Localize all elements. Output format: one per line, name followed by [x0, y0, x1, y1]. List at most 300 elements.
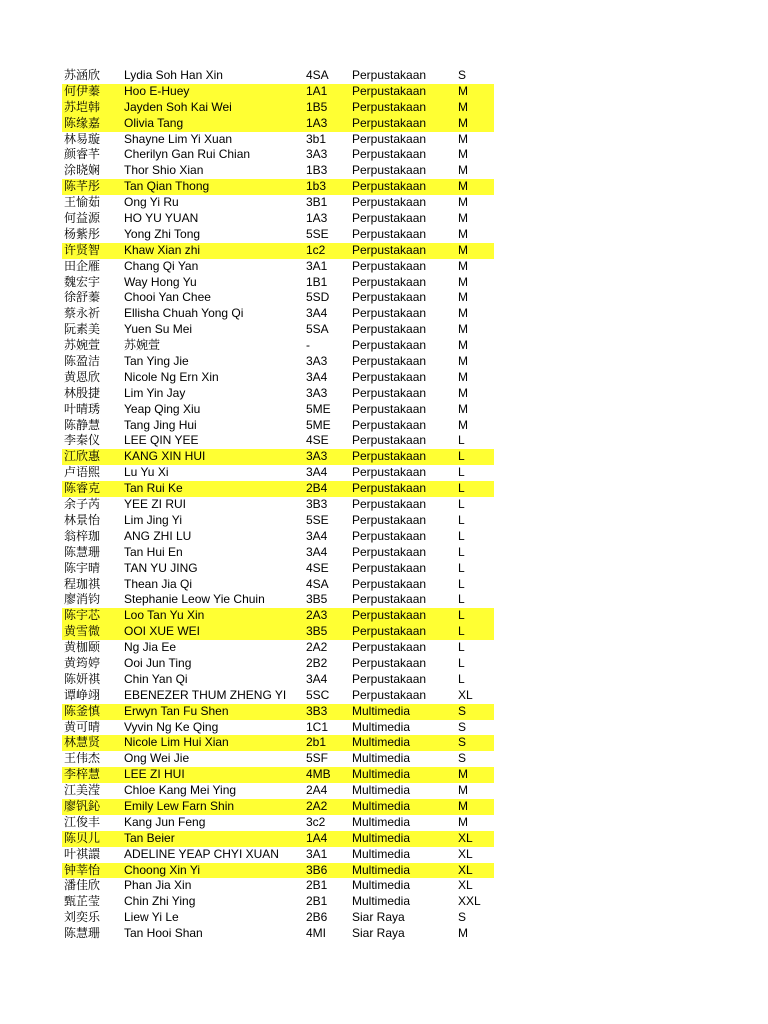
unit-cell: Perpustakaan	[352, 306, 427, 321]
table-row	[62, 147, 494, 163]
english-name-cell: Tan Beier	[124, 830, 175, 845]
table-row	[62, 926, 494, 942]
table-row	[62, 783, 494, 799]
class-cell: 3B3	[306, 703, 328, 718]
class-cell: 2A4	[306, 783, 328, 798]
english-name-cell: Tan Ying Jie	[124, 354, 189, 369]
chinese-name-cell: 阮素美	[64, 322, 101, 337]
class-cell: 5ME	[306, 401, 331, 416]
english-name-cell: 苏婉萱	[124, 338, 161, 353]
english-name-cell: Shayne Lim Yi Xuan	[124, 131, 233, 146]
size-cell: S	[458, 735, 467, 750]
table-row-highlighted	[62, 831, 494, 847]
table-row-highlighted	[62, 116, 494, 132]
chinese-name-cell: 徐舒蓁	[64, 290, 101, 305]
size-cell: L	[458, 544, 465, 559]
table-row-highlighted	[62, 608, 494, 624]
chinese-name-cell: 许贤智	[64, 242, 101, 257]
table-row-highlighted	[62, 863, 494, 879]
size-cell: S	[458, 719, 467, 734]
size-cell: L	[458, 655, 465, 670]
table-row	[62, 275, 494, 291]
english-name-cell: LEE ZI HUI	[124, 767, 185, 782]
unit-cell: Perpustakaan	[352, 592, 427, 607]
table-row	[62, 402, 494, 418]
english-name-cell: Lim Yin Jay	[124, 385, 186, 400]
table-row	[62, 561, 494, 577]
unit-cell: Perpustakaan	[352, 497, 427, 512]
unit-cell: Multimedia	[352, 894, 411, 909]
unit-cell: Perpustakaan	[352, 258, 427, 273]
size-cell: M	[458, 322, 468, 337]
chinese-name-cell: 陈慧珊	[64, 926, 101, 941]
english-name-cell: HO YU YUAN	[124, 211, 199, 226]
class-cell: 2B6	[306, 910, 328, 925]
class-cell: 1A3	[306, 211, 328, 226]
unit-cell: Perpustakaan	[352, 99, 427, 114]
class-cell: 1A3	[306, 115, 328, 130]
size-cell: M	[458, 290, 468, 305]
english-name-cell: Yong Zhi Tong	[124, 226, 201, 241]
chinese-name-cell: 林景怡	[64, 512, 101, 527]
chinese-name-cell: 陈妍祺	[64, 671, 101, 686]
unit-cell: Perpustakaan	[352, 465, 427, 480]
class-cell: 4MI	[306, 926, 327, 941]
unit-cell: Multimedia	[352, 767, 411, 782]
size-cell: XL	[458, 862, 473, 877]
class-cell: 2b1	[306, 735, 327, 750]
unit-cell: Perpustakaan	[352, 624, 427, 639]
size-cell: M	[458, 99, 468, 114]
class-cell: 3A1	[306, 846, 328, 861]
chinese-name-cell: 陈睿克	[64, 481, 101, 496]
english-name-cell: Nicole Ng Ern Xin	[124, 369, 219, 384]
class-cell: 3A4	[306, 369, 328, 384]
chinese-name-cell: 刘奕乐	[64, 910, 101, 925]
size-cell: L	[458, 624, 465, 639]
class-cell: 2B2	[306, 655, 328, 670]
class-cell: -	[306, 338, 310, 353]
english-name-cell: Lu Yu Xi	[124, 465, 169, 480]
chinese-name-cell: 黄雪微	[64, 624, 101, 639]
size-cell: M	[458, 354, 468, 369]
size-cell: L	[458, 560, 465, 575]
class-cell: 1C1	[306, 719, 329, 734]
table-row	[62, 847, 494, 863]
unit-cell: Perpustakaan	[352, 83, 427, 98]
class-cell: 1B3	[306, 163, 328, 178]
english-name-cell: Tan Qian Thong	[124, 179, 210, 194]
table-row	[62, 227, 494, 243]
chinese-name-cell: 钟莘怡	[64, 862, 101, 877]
class-cell: 2A3	[306, 608, 328, 623]
table-row	[62, 306, 494, 322]
class-cell: 4SA	[306, 576, 329, 591]
table-row	[62, 672, 494, 688]
english-name-cell: Ong Wei Jie	[124, 751, 190, 766]
unit-cell: Perpustakaan	[352, 211, 427, 226]
table-row	[62, 577, 494, 593]
chinese-name-cell: 蔡永祈	[64, 306, 101, 321]
class-cell: 3c2	[306, 814, 326, 829]
chinese-name-cell: 李梓慧	[64, 767, 101, 782]
english-name-cell: Hoo E-Huey	[124, 83, 190, 98]
table-row-highlighted	[62, 84, 494, 100]
size-cell: M	[458, 385, 468, 400]
class-cell: 3B5	[306, 592, 328, 607]
chinese-name-cell: 黄可晴	[64, 719, 101, 734]
class-cell: 4MB	[306, 767, 331, 782]
chinese-name-cell: 程珈祺	[64, 576, 101, 591]
unit-cell: Perpustakaan	[352, 385, 427, 400]
size-cell: M	[458, 179, 468, 194]
class-cell: 2B1	[306, 878, 328, 893]
table-row	[62, 656, 494, 672]
table-row	[62, 68, 494, 84]
class-cell: 3A4	[306, 306, 328, 321]
size-cell: M	[458, 163, 468, 178]
chinese-name-cell: 江欣惠	[64, 449, 101, 464]
english-name-cell: Ellisha Chuah Yong Qi	[124, 306, 244, 321]
english-name-cell: Thor Shio Xian	[124, 163, 204, 178]
table-row	[62, 815, 494, 831]
chinese-name-cell: 林殷捷	[64, 385, 101, 400]
size-cell: M	[458, 338, 468, 353]
unit-cell: Multimedia	[352, 783, 411, 798]
size-cell: L	[458, 465, 465, 480]
table-row	[62, 322, 494, 338]
size-cell: M	[458, 242, 468, 257]
size-cell: XXL	[458, 894, 481, 909]
table-row	[62, 910, 494, 926]
class-cell: 2B1	[306, 894, 328, 909]
class-cell: 3A1	[306, 258, 328, 273]
class-cell: 2B4	[306, 481, 328, 496]
english-name-cell: Ng Jia Ee	[124, 640, 177, 655]
class-cell: 1B5	[306, 99, 328, 114]
english-name-cell: Chloe Kang Mei Ying	[124, 783, 237, 798]
class-cell: 1c2	[306, 242, 326, 257]
unit-cell: Perpustakaan	[352, 322, 427, 337]
unit-cell: Multimedia	[352, 719, 411, 734]
class-cell: 2A2	[306, 798, 328, 813]
size-cell: XL	[458, 830, 473, 845]
size-cell: L	[458, 497, 465, 512]
size-cell: L	[458, 433, 465, 448]
english-name-cell: Liew Yi Le	[124, 910, 179, 925]
english-name-cell: Way Hong Yu	[124, 274, 197, 289]
chinese-name-cell: 李秦仪	[64, 433, 101, 448]
table-row-highlighted	[62, 735, 494, 751]
unit-cell: Perpustakaan	[352, 290, 427, 305]
size-cell: M	[458, 83, 468, 98]
unit-cell: Multimedia	[352, 846, 411, 861]
table-row	[62, 465, 494, 481]
unit-cell: Perpustakaan	[352, 226, 427, 241]
table-row-highlighted	[62, 799, 494, 815]
table-row-highlighted	[62, 449, 494, 465]
size-cell: S	[458, 703, 467, 718]
class-cell: 5SC	[306, 687, 330, 702]
class-cell: 5SE	[306, 226, 329, 241]
chinese-name-cell: 苏垲韩	[64, 99, 101, 114]
english-name-cell: Chin Zhi Ying	[124, 894, 196, 909]
unit-cell: Perpustakaan	[352, 68, 427, 82]
chinese-name-cell: 何伊蓁	[64, 83, 101, 98]
class-cell: 4SA	[306, 68, 329, 82]
chinese-name-cell: 苏婉萱	[64, 338, 101, 353]
chinese-name-cell: 翁梓珈	[64, 528, 101, 543]
english-name-cell: Lim Jing Yi	[124, 512, 183, 527]
chinese-name-cell: 潘佳欣	[64, 878, 101, 893]
size-cell: M	[458, 767, 468, 782]
table-row	[62, 688, 494, 704]
chinese-name-cell: 廖消钧	[64, 592, 101, 607]
unit-cell: Perpustakaan	[352, 608, 427, 623]
unit-cell: Perpustakaan	[352, 115, 427, 130]
english-name-cell: Ooi Jun Ting	[124, 655, 192, 670]
class-cell: 3A4	[306, 528, 328, 543]
class-cell: 4SE	[306, 560, 329, 575]
chinese-name-cell: 叶晴琇	[64, 401, 101, 416]
class-cell: 3A3	[306, 354, 328, 369]
size-cell: M	[458, 226, 468, 241]
class-cell: 3B6	[306, 862, 328, 877]
class-cell: 5SA	[306, 322, 329, 337]
english-name-cell: Jayden Soh Kai Wei	[124, 99, 232, 114]
size-cell: M	[458, 147, 468, 162]
unit-cell: Perpustakaan	[352, 131, 427, 146]
unit-cell: Perpustakaan	[352, 401, 427, 416]
unit-cell: Perpustakaan	[352, 274, 427, 289]
size-cell: XL	[458, 846, 473, 861]
chinese-name-cell: 江俊丰	[64, 814, 101, 829]
english-name-cell: Tang Jing Hui	[124, 417, 197, 432]
chinese-name-cell: 黄枷颐	[64, 640, 101, 655]
unit-cell: Multimedia	[352, 862, 411, 877]
table-row-highlighted	[62, 767, 494, 783]
chinese-name-cell: 林慧贤	[64, 735, 101, 750]
english-name-cell: OOI XUE WEI	[124, 624, 201, 639]
english-name-cell: Yuen Su Mei	[124, 322, 193, 337]
english-name-cell: Tan Hui En	[124, 544, 183, 559]
chinese-name-cell: 颜睿芊	[64, 147, 101, 162]
size-cell: M	[458, 258, 468, 273]
unit-cell: Perpustakaan	[352, 163, 427, 178]
table-row	[62, 529, 494, 545]
english-name-cell: ANG ZHI LU	[124, 528, 192, 543]
unit-cell: Multimedia	[352, 735, 411, 750]
table-row	[62, 878, 494, 894]
english-name-cell: Kang Jun Feng	[124, 814, 206, 829]
english-name-cell: Ong Yi Ru	[124, 195, 179, 210]
english-name-cell: Lydia Soh Han Xin	[124, 68, 223, 82]
class-cell: 3b1	[306, 131, 327, 146]
size-cell: M	[458, 783, 468, 798]
table-row-highlighted	[62, 100, 494, 116]
table-row	[62, 894, 494, 910]
size-cell: L	[458, 640, 465, 655]
english-name-cell: KANG XIN HUI	[124, 449, 206, 464]
table-row	[62, 751, 494, 767]
size-cell: M	[458, 798, 468, 813]
english-name-cell: ADELINE YEAP CHYI XUAN	[124, 846, 279, 861]
size-cell: M	[458, 306, 468, 321]
chinese-name-cell: 涂晓娴	[64, 163, 101, 178]
chinese-name-cell: 陈釜慎	[64, 703, 101, 718]
chinese-name-cell: 黄筠婷	[64, 655, 101, 670]
chinese-name-cell: 陈贝儿	[64, 830, 101, 845]
english-name-cell: Erwyn Tan Fu Shen	[124, 703, 229, 718]
class-cell: 3A3	[306, 385, 328, 400]
chinese-name-cell: 卢语熙	[64, 465, 101, 480]
size-cell: L	[458, 671, 465, 686]
english-name-cell: Thean Jia Qi	[124, 576, 193, 591]
table-row	[62, 354, 494, 370]
table-row	[62, 386, 494, 402]
unit-cell: Perpustakaan	[352, 433, 427, 448]
size-cell: M	[458, 401, 468, 416]
size-cell: XL	[458, 687, 473, 702]
table-row	[62, 290, 494, 306]
table-row	[62, 433, 494, 449]
table-row	[62, 132, 494, 148]
size-cell: M	[458, 417, 468, 432]
chinese-name-cell: 陈宇晴	[64, 560, 101, 575]
size-cell: L	[458, 576, 465, 591]
unit-cell: Perpustakaan	[352, 369, 427, 384]
table-row	[62, 545, 494, 561]
class-cell: 3A4	[306, 544, 328, 559]
class-cell: 3B3	[306, 497, 328, 512]
table-row	[62, 513, 494, 529]
unit-cell: Perpustakaan	[352, 338, 427, 353]
class-cell: 3A3	[306, 147, 328, 162]
english-name-cell: YEE ZI RUI	[124, 497, 187, 512]
chinese-name-cell: 王伟杰	[64, 751, 101, 766]
class-cell: 5ME	[306, 417, 331, 432]
chinese-name-cell: 苏涵欣	[64, 68, 101, 82]
unit-cell: Perpustakaan	[352, 179, 427, 194]
size-cell: L	[458, 512, 465, 527]
english-name-cell: LEE QIN YEE	[124, 433, 199, 448]
class-cell: 3B5	[306, 624, 328, 639]
chinese-name-cell: 陈静慧	[64, 417, 101, 432]
unit-cell: Perpustakaan	[352, 481, 427, 496]
table-row-highlighted	[62, 179, 494, 195]
class-cell: 3A3	[306, 449, 328, 464]
size-cell: L	[458, 528, 465, 543]
unit-cell: Perpustakaan	[352, 528, 427, 543]
size-cell: M	[458, 115, 468, 130]
chinese-name-cell: 陈缘嘉	[64, 115, 101, 130]
english-name-cell: Vyvin Ng Ke Qing	[124, 719, 219, 734]
class-cell: 1A1	[306, 83, 328, 98]
size-cell: L	[458, 592, 465, 607]
table-row	[62, 370, 494, 386]
chinese-name-cell: 叶祺譞	[64, 846, 101, 861]
class-cell: 5SD	[306, 290, 330, 305]
unit-cell: Perpustakaan	[352, 354, 427, 369]
english-name-cell: Chang Qi Yan	[124, 258, 199, 273]
size-cell: M	[458, 195, 468, 210]
table-row	[62, 259, 494, 275]
unit-cell: Multimedia	[352, 798, 411, 813]
english-name-cell: Loo Tan Yu Xin	[124, 608, 205, 623]
unit-cell: Perpustakaan	[352, 560, 427, 575]
size-cell: L	[458, 449, 465, 464]
table-row-highlighted	[62, 704, 494, 720]
english-name-cell: Olivia Tang	[124, 115, 184, 130]
chinese-name-cell: 何益源	[64, 211, 101, 226]
size-cell: S	[458, 910, 467, 925]
unit-cell: Siar Raya	[352, 910, 405, 925]
class-cell: 1A4	[306, 830, 328, 845]
unit-cell: Perpustakaan	[352, 687, 427, 702]
chinese-name-cell: 王愉茹	[64, 195, 101, 210]
size-cell: M	[458, 814, 468, 829]
english-name-cell: EBENEZER THUM ZHENG YI	[124, 687, 287, 702]
unit-cell: Multimedia	[352, 703, 411, 718]
english-name-cell: Emily Lew Farn Shin	[124, 798, 235, 813]
chinese-name-cell: 黄恩欣	[64, 369, 101, 384]
size-cell: S	[458, 68, 467, 82]
english-name-cell: TAN YU JING	[124, 560, 198, 575]
class-cell: 3A4	[306, 671, 328, 686]
chinese-name-cell: 陈宇芯	[64, 608, 101, 623]
table-row-highlighted	[62, 624, 494, 640]
table-row-highlighted	[62, 243, 494, 259]
class-cell: 2A2	[306, 640, 328, 655]
size-cell: M	[458, 369, 468, 384]
chinese-name-cell: 余子芮	[64, 497, 101, 512]
table-row	[62, 163, 494, 179]
chinese-name-cell: 陈盈洁	[64, 354, 101, 369]
table-row-highlighted	[62, 481, 494, 497]
class-cell: 4SE	[306, 433, 329, 448]
size-cell: L	[458, 608, 465, 623]
size-cell: XL	[458, 878, 473, 893]
chinese-name-cell: 陈慧珊	[64, 544, 101, 559]
unit-cell: Perpustakaan	[352, 195, 427, 210]
unit-cell: Perpustakaan	[352, 544, 427, 559]
chinese-name-cell: 魏宏宇	[64, 274, 101, 289]
chinese-name-cell: 林易璇	[64, 131, 101, 146]
english-name-cell: Nicole Lim Hui Xian	[124, 735, 229, 750]
size-cell: L	[458, 481, 465, 496]
english-name-cell: Chin Yan Qi	[124, 671, 188, 686]
class-cell: 5SE	[306, 512, 329, 527]
unit-cell: Multimedia	[352, 751, 411, 766]
table-row	[62, 592, 494, 608]
size-cell: S	[458, 751, 467, 766]
unit-cell: Perpustakaan	[352, 147, 427, 162]
class-cell: 1b3	[306, 179, 327, 194]
unit-cell: Multimedia	[352, 814, 411, 829]
size-cell: M	[458, 211, 468, 226]
unit-cell: Siar Raya	[352, 926, 405, 941]
chinese-name-cell: 廖钒鈊	[64, 798, 101, 813]
table-row	[62, 418, 494, 434]
english-name-cell: Chooi Yan Chee	[124, 290, 211, 305]
class-cell: 1B1	[306, 274, 328, 289]
table-row	[62, 195, 494, 211]
table-row	[62, 497, 494, 513]
unit-cell: Perpustakaan	[352, 242, 427, 257]
class-cell: 5SF	[306, 751, 329, 766]
size-cell: M	[458, 131, 468, 146]
table-row	[62, 720, 494, 736]
